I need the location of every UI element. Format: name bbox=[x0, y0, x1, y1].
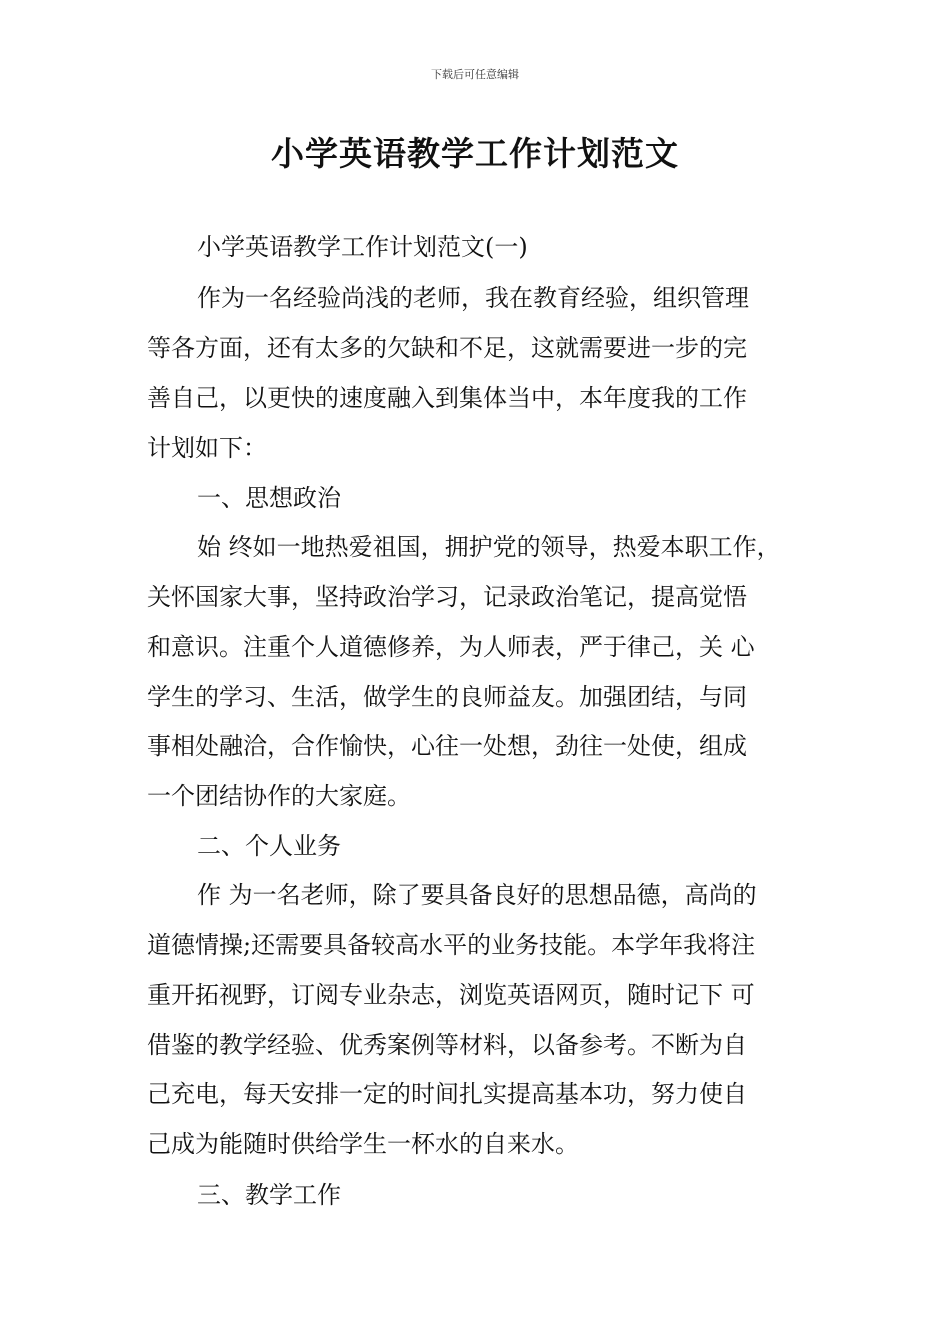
section1-line: 和意识。注重个人道德修养，为人师表，严于律己，关 心 bbox=[147, 633, 755, 661]
intro-line: 作为一名经验尚浅的老师，我在教育经验，组织管理 bbox=[197, 284, 749, 312]
header-note: 下载后可任意编辑 bbox=[431, 68, 519, 81]
section-heading: 二、个人业务 bbox=[197, 832, 341, 860]
section2-line: 己成为能随时供给学生一杯水的自来水。 bbox=[147, 1130, 579, 1158]
document-title: 小学英语教学工作计划范文 bbox=[271, 134, 679, 173]
section1-line: 一个团结协作的大家庭。 bbox=[147, 782, 411, 810]
section2-line: 己充电，每天安排一定的时间扎实提高基本功，努力使自 bbox=[147, 1080, 747, 1108]
section1-line: 关怀国家大事，坚持政治学习，记录政治笔记，提高觉悟 bbox=[147, 583, 747, 611]
intro-line: 善自己，以更快的速度融入到集体当中，本年度我的工作 bbox=[147, 384, 747, 412]
section1-line: 学生的学习、生活，做学生的良师益友。加强团结，与同 bbox=[147, 683, 747, 711]
section1-line: 始 终如一地热爱祖国，拥护党的领导，热爱本职工作， bbox=[197, 533, 781, 561]
intro-line: 等各方面，还有太多的欠缺和不足，这就需要进一步的完 bbox=[147, 334, 747, 362]
subtitle: 小学英语教学工作计划范文(一) bbox=[197, 233, 528, 261]
section-heading: 一、思想政治 bbox=[197, 484, 341, 512]
section2-line: 道德情操;还需要具备较高水平的业务技能。本学年我将注 bbox=[147, 931, 756, 959]
intro-line: 计划如下： bbox=[147, 434, 267, 462]
section1-line: 事相处融洽，合作愉快，心往一处想，劲往一处使，组成 bbox=[147, 732, 747, 760]
section2-line: 借鉴的教学经验、优秀案例等材料，以备参考。不断为自 bbox=[147, 1031, 747, 1059]
section2-line: 作 为一名老师，除了要具备良好的思想品德，高尚的 bbox=[197, 881, 757, 909]
section-heading: 三、教学工作 bbox=[197, 1181, 341, 1209]
section2-line: 重开拓视野，订阅专业杂志，浏览英语网页，随时记下 可 bbox=[147, 981, 755, 1009]
